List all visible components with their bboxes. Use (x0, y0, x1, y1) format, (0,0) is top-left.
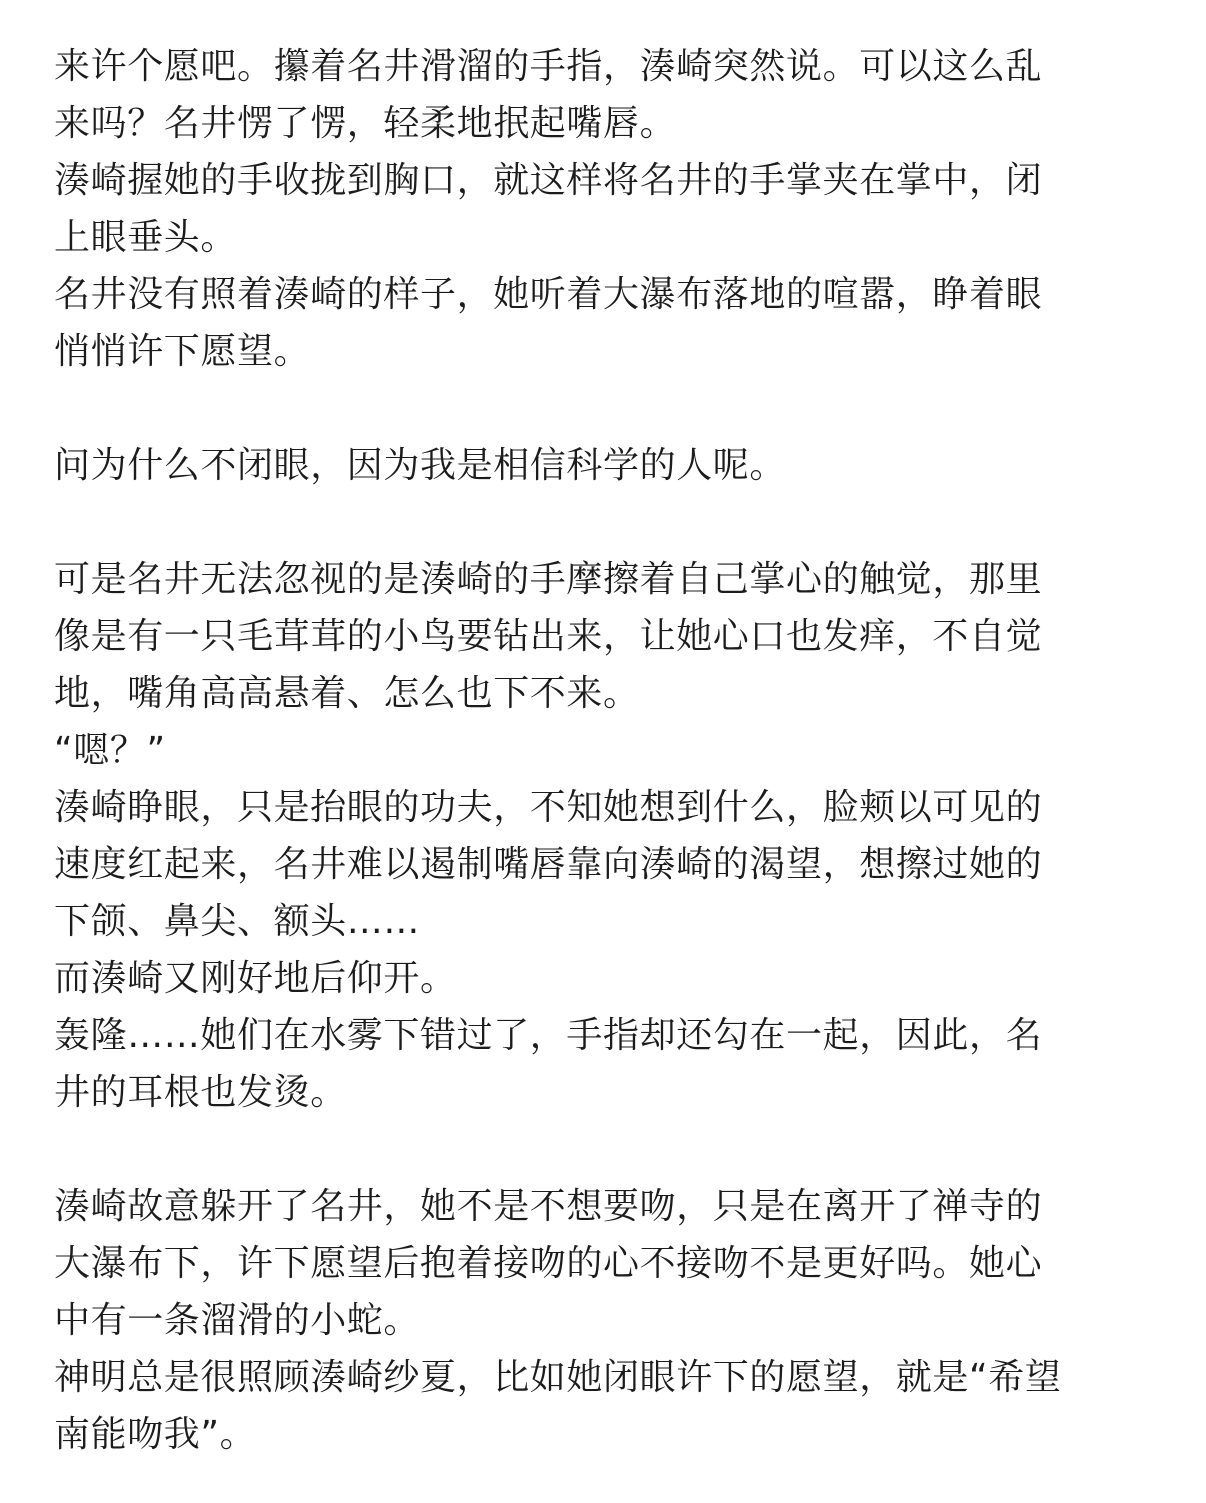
text-line: 名井没有照着湊崎的样子，她听着大瀑布落地的喧嚣，睁着眼 (54, 274, 1043, 315)
text-line: 湊崎握她的手收拢到胸口，就这样将名井的手掌夹在掌中，闭 (54, 160, 1043, 201)
text-line: 地，嘴角高高悬着、怎么也下不来。 (54, 673, 640, 714)
text-line: 湊崎故意躲开了名井，她不是不想要吻，只是在离开了禅寺的 (54, 1186, 1043, 1227)
text-line: 上眼垂头。 (54, 217, 238, 258)
text-line: 来许个愿吧。攥着名井滑溜的手指，湊崎突然说。可以这么乱 (54, 46, 1043, 87)
text-line: 问为什么不闭眼，因为我是相信科学的人呢。 (54, 445, 787, 486)
text-line: “嗯？” (54, 730, 166, 771)
text-line: 轰隆……她们在水雾下错过了，手指却还勾在一起，因此，名 (54, 1015, 1043, 1056)
paragraph-gap (54, 380, 1154, 437)
text-line: 下颌、鼻尖、额头…… (54, 901, 421, 942)
text-line: 中有一条溜滑的小蛇。 (54, 1300, 421, 1341)
text-line: 可是名井无法忽视的是湊崎的手摩擦着自己掌心的触觉，那里 (54, 559, 1043, 600)
text-line: 南能吻我”。 (54, 1414, 257, 1455)
paragraph-gap (54, 1121, 1154, 1178)
paragraph-gap (54, 494, 1154, 551)
text-line: 来吗？名井愣了愣，轻柔地抿起嘴唇。 (54, 103, 677, 144)
text-document (54, 38, 1154, 1463)
text-line: 而湊崎又刚好地后仰开。 (54, 958, 457, 999)
text-line: 悄悄许下愿望。 (54, 331, 311, 372)
text-line: 大瀑布下，许下愿望后抱着接吻的心不接吻不是更好吗。她心 (54, 1243, 1043, 1284)
text-line: 湊崎睁眼，只是抬眼的功夫，不知她想到什么，脸颊以可见的 (54, 787, 1043, 828)
text-line: 神明总是很照顾湊崎纱夏，比如她闭眼许下的愿望，就是“希望 (54, 1357, 1062, 1398)
text-line: 速度红起来，名井难以遏制嘴唇靠向湊崎的渴望，想擦过她的 (54, 844, 1043, 885)
text-line: 像是有一只毛茸茸的小鸟要钻出来，让她心口也发痒，不自觉 (54, 616, 1043, 657)
text-line: 井的耳根也发烫。 (54, 1072, 347, 1113)
